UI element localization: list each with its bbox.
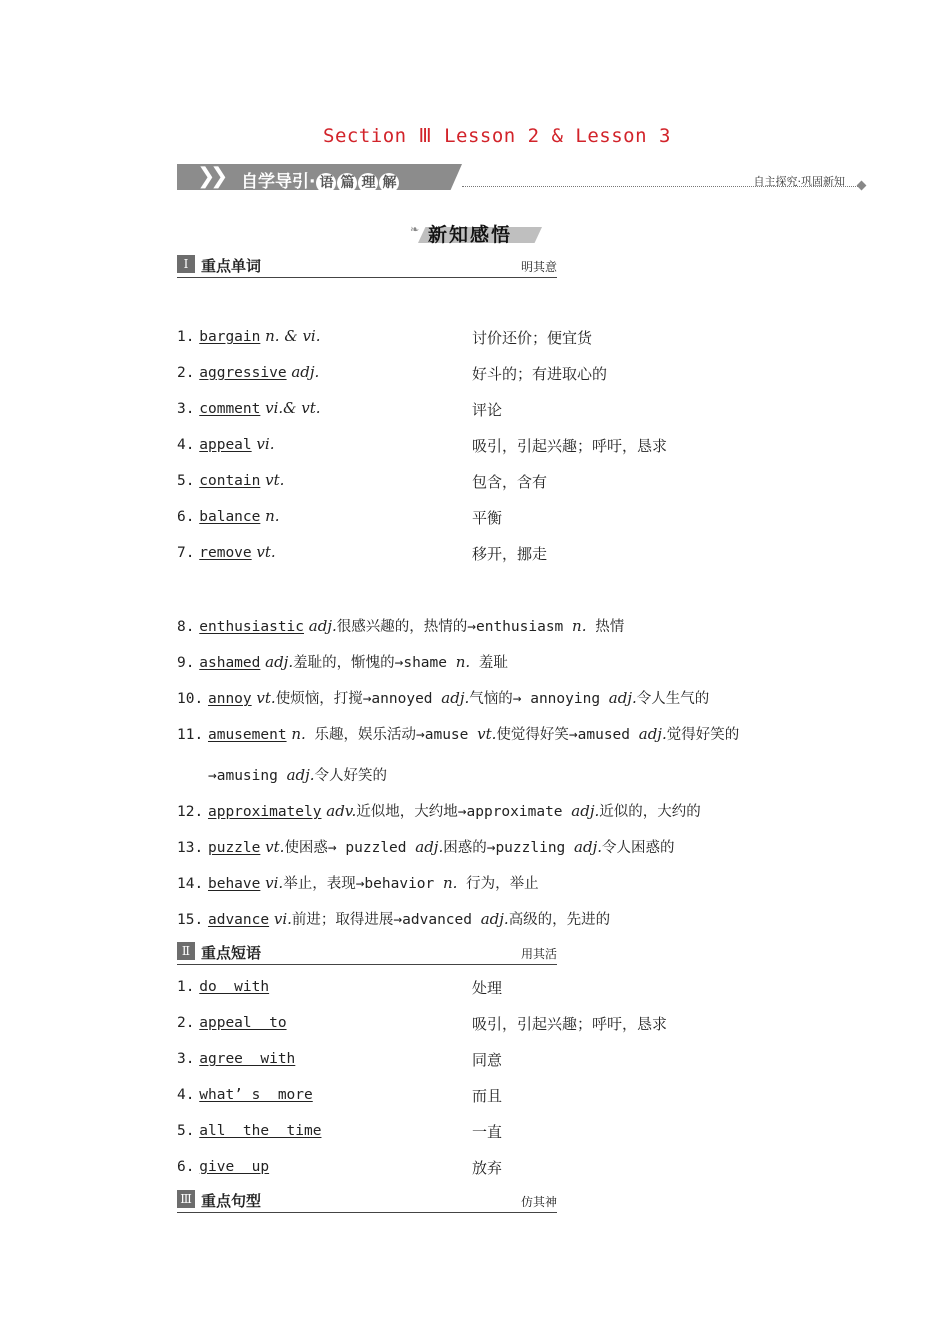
phrase-meaning: 同意 [472,1051,503,1069]
item-number: 2. [177,365,195,381]
new-knowledge-heading: ❧ 新知感悟 [410,219,544,247]
part-of-speech: vi. [265,874,284,892]
chevron-right-icon: ❯ [197,164,216,189]
section-header-phrases [177,942,557,965]
banner-circle-char: 理 [358,173,378,193]
derivation-text: 羞耻的，惭愧的→shame [293,655,456,671]
part-of-speech: n. [265,507,280,525]
derived-word-row [177,651,508,673]
phrase-term: agree with [199,1051,296,1067]
section-header-words [177,255,557,278]
part-of-speech: adj. [415,838,444,856]
word-term: remove [199,545,252,561]
part-of-speech: adj. [286,766,315,784]
phrase-row [177,1013,668,1035]
page-title: Section Ⅲ Lesson 2 & Lesson 3 [323,125,671,147]
item-number: 6. [177,1159,195,1175]
phrase-row [177,1121,503,1143]
word-term: enthusiastic [199,619,305,635]
derivation-text: 令人好笑的 [314,768,388,784]
part-of-speech: adj. [638,725,667,743]
item-number: 10. [177,691,204,707]
part-of-speech: n. [291,725,306,743]
word-meaning: 吸引，引起兴趣；呼吁，恳求 [472,437,668,455]
section-number-badge: Ⅱ [177,942,195,960]
derivation-text: 困惑的→puzzling [443,840,575,856]
word-term: aggressive [199,365,287,381]
phrase-term: all the time [199,1123,322,1139]
derivation-text: 羞耻 [470,655,508,671]
phrase-meaning: 处理 [472,979,503,997]
item-number: 2. [177,1015,195,1031]
word-row [177,363,608,385]
word-term: appeal [199,437,252,453]
banner-left-text: 自学导引· 语 篇 理 解 [241,167,399,193]
word-row [177,471,548,493]
derivation-text: 热情 [586,619,625,635]
item-number: 3. [177,401,195,417]
part-of-speech: n. [455,653,471,671]
phrase-term: appeal to [199,1015,287,1031]
part-of-speech: adj. [265,653,294,671]
banner-circle-char: 解 [379,173,399,193]
chevron-right-icon: ❯ [210,164,229,189]
item-number: 8. [177,619,195,635]
derived-word-row [177,908,610,930]
part-of-speech: vt. [256,689,276,707]
derivation-text: 令人生气的 [636,691,710,707]
derivation-text: 行为，举止 [457,876,539,892]
word-term: ashamed [199,655,261,671]
phrase-meaning: 吸引，引起兴趣；呼吁，恳求 [472,1015,668,1033]
word-term: puzzle [207,840,261,856]
word-meaning: 讨价还价；便宜货 [472,329,593,347]
part-of-speech: vi. [256,435,275,453]
phrase-term: what’ s more [199,1087,313,1103]
item-number: 5. [177,473,195,489]
item-number: 7. [177,545,195,561]
part-of-speech: vi. [273,910,292,928]
phrase-row [177,1049,503,1071]
part-of-speech: vi.& vt. [265,399,321,417]
word-row [177,543,548,565]
derivation-text: 近似的，大约的 [599,804,701,820]
part-of-speech: vt. [265,838,285,856]
flourish-icon: ❧ [410,223,420,236]
section-header-sentences [177,1190,557,1213]
derivation-text: 使烦恼，打搅→annoyed [275,691,442,707]
derivation-text: 使困惑→ puzzled [284,840,416,856]
derivation-text: 很感兴趣的，热情的→enthusiasm [336,619,573,635]
word-term: annoy [207,691,252,707]
word-term: approximately [207,804,322,820]
part-of-speech: adj. [441,689,470,707]
derivation-text: 气恼的→ annoying [469,691,609,707]
item-number: 4. [177,1087,195,1103]
word-row [177,435,668,457]
word-term: bargain [199,329,261,345]
section-number-badge: Ⅰ [177,255,195,273]
item-number: 11. [177,727,204,743]
derivation-text: 乐趣，娱乐活动→amuse [305,727,478,743]
section-label: 重点短语 [201,944,262,962]
word-term: balance [199,509,261,525]
word-term: amusement [207,727,287,743]
phrase-row [177,1157,503,1179]
item-number: 4. [177,437,195,453]
word-meaning: 好斗的；有进取心的 [472,365,608,383]
phrase-meaning: 放弃 [472,1159,503,1177]
word-meaning: 包含，含有 [472,473,548,491]
part-of-speech: adv. [326,802,357,820]
item-number: 14. [177,876,204,892]
part-of-speech: vt. [477,725,497,743]
part-of-speech: vt. [256,543,276,561]
phrase-row [177,977,503,999]
diamond-icon [857,181,867,191]
item-number: 1. [177,979,195,995]
section-tag: 仿其神 [520,1195,557,1209]
section-label: 重点单词 [201,257,262,275]
word-row [177,327,593,349]
section-tag: 明其意 [520,260,557,274]
item-number: 3. [177,1051,195,1067]
derivation-text: 高级的，先进的 [508,912,611,928]
banner-circle-char: 语 [316,173,336,193]
derivation-text: →amusing [208,768,287,784]
derived-word-row [177,836,675,858]
derived-word-row [177,687,709,709]
section-label: 重点句型 [201,1192,262,1210]
section-tag: 用其活 [520,947,557,961]
item-number: 12. [177,804,204,820]
part-of-speech: n. [572,617,587,635]
phrase-term: do with [199,979,270,995]
word-meaning: 平衡 [472,509,503,527]
part-of-speech: n. [443,874,458,892]
section-banner [177,164,867,194]
banner-circle-char: 篇 [337,173,357,193]
derivation-text: 觉得好笑的 [666,727,740,743]
word-term: behave [207,876,261,892]
word-term: comment [199,401,261,417]
derived-word-row [177,615,624,637]
derivation-text: 令人困惑的 [602,840,675,856]
item-number: 9. [177,655,195,671]
item-number: 15. [177,912,204,928]
item-number: 6. [177,509,195,525]
phrase-row [177,1085,503,1107]
part-of-speech: adj. [308,617,337,635]
item-number: 1. [177,329,195,345]
part-of-speech: adj. [571,802,600,820]
part-of-speech: vt. [265,471,285,489]
part-of-speech: adj. [480,910,509,928]
derivation-text: 使觉得好笑→amused [496,727,639,743]
phrase-meaning: 而且 [472,1087,503,1105]
banner-right-text: 自主探究·巩固新知 [753,175,845,188]
derived-word-row [177,872,539,894]
phrase-term: give up [199,1159,270,1175]
derivation-text: 前进；取得进展→advanced [291,912,481,928]
phrase-meaning: 一直 [472,1123,503,1141]
derived-word-row [177,723,739,745]
word-term: contain [199,473,261,489]
derived-word-row [208,764,387,786]
word-meaning: 评论 [472,401,503,419]
part-of-speech: adj. [574,838,602,856]
section-number-badge: Ⅲ [177,1190,195,1208]
derivation-text: 近似地，大约地→approximate [356,804,572,820]
part-of-speech: n. & vi. [265,327,321,345]
item-number: 13. [177,840,204,856]
word-row [177,399,503,421]
derived-word-row [177,800,701,822]
word-meaning: 移开，挪走 [472,545,548,563]
word-row [177,507,503,529]
word-term: advance [207,912,270,928]
item-number: 5. [177,1123,195,1139]
derivation-text: 举止，表现→behavior [283,876,444,892]
part-of-speech: adj. [608,689,637,707]
part-of-speech: adj. [291,363,320,381]
